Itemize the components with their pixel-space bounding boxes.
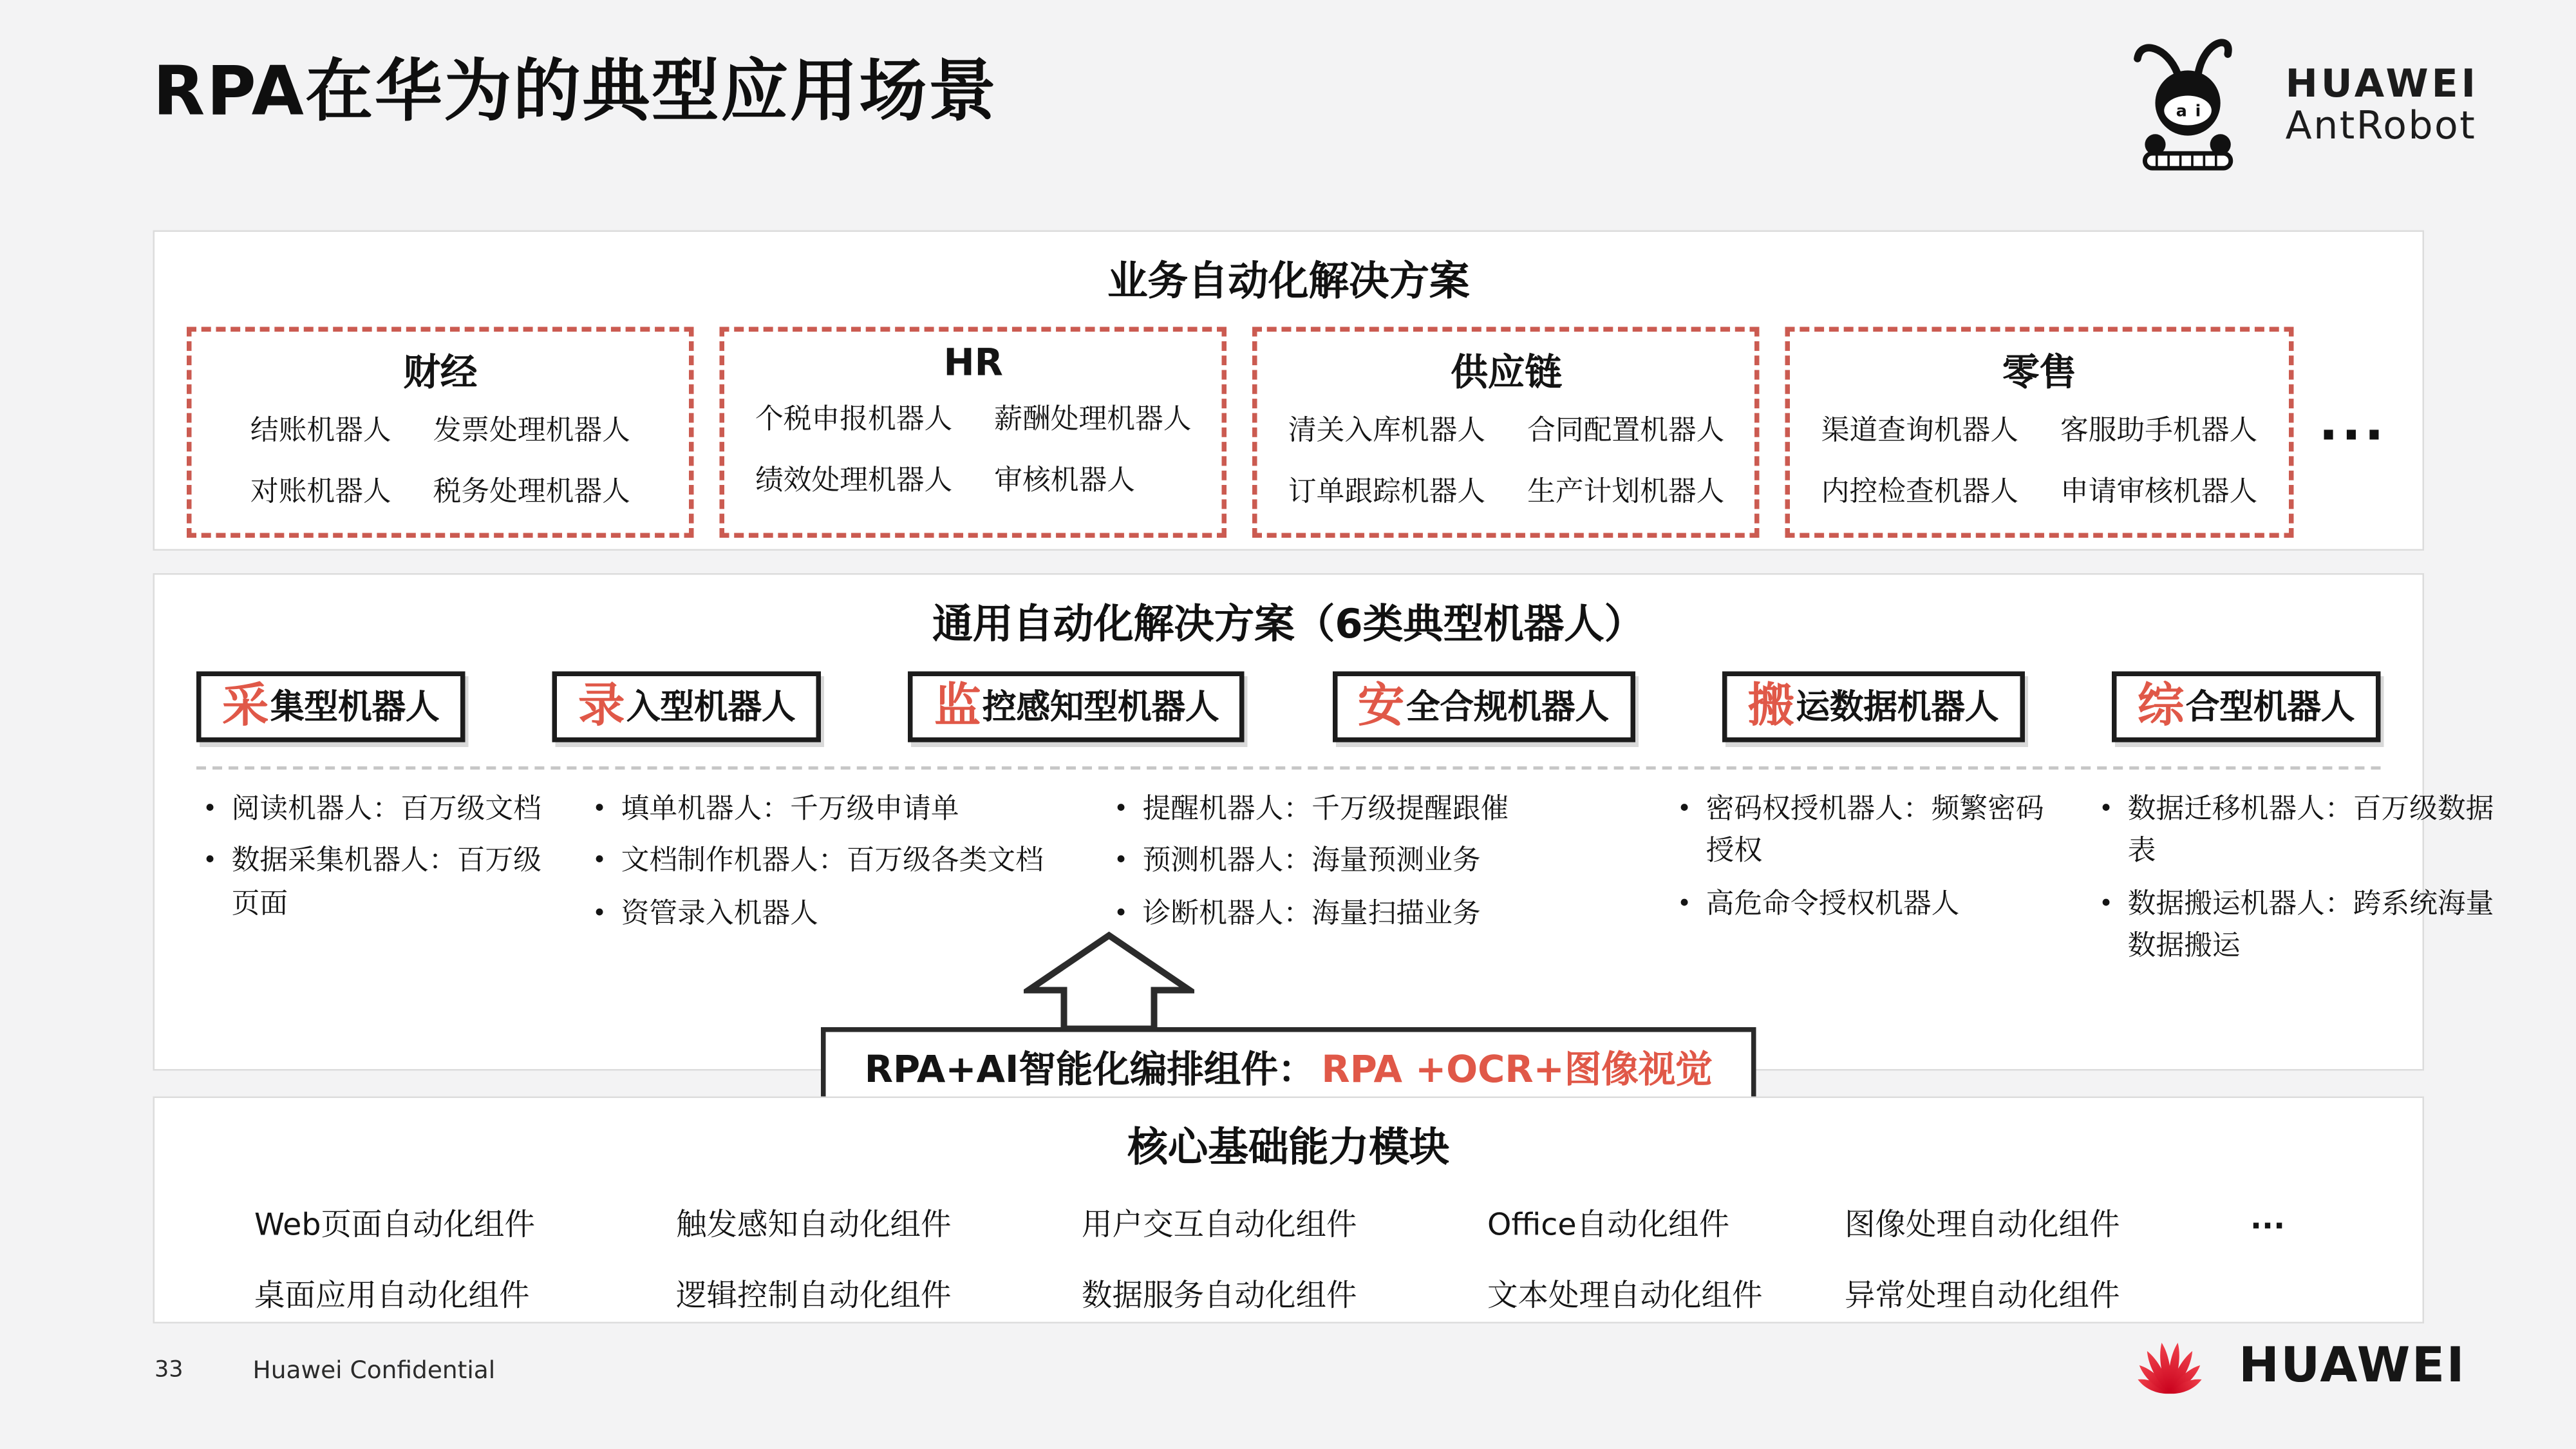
group-item: 个税申报机器人 bbox=[755, 404, 953, 437]
core-item: 触发感知自动化组件 bbox=[676, 1208, 952, 1243]
section-general-automation bbox=[153, 573, 2494, 1092]
section2-title: 通用自动化解决方案（6类典型机器人） bbox=[932, 600, 1645, 647]
bullet-column-monitor: • 提醒机器人：千万级提醒跟催 • 预测机器人：海量预测业务 • 诊断机器人：海量扫描业务 bbox=[1114, 789, 1639, 1024]
group-box-finance bbox=[187, 327, 694, 538]
core-item: Office自动化组件 bbox=[1487, 1208, 1730, 1243]
bullet-item: 文档制作机器人：百万级各类文档 bbox=[621, 846, 1044, 878]
bullet-column-collect: • 阅读机器人：百万级文档 • 数据采集机器人：百万级页面 bbox=[203, 789, 554, 1024]
up-arrow-icon bbox=[1023, 931, 1194, 1040]
core-item: 数据服务自动化组件 bbox=[1082, 1278, 1357, 1314]
core-item: 用户交互自动化组件 bbox=[1082, 1208, 1357, 1243]
type-rest: 合型机器人 bbox=[2185, 687, 2355, 726]
section1-title: 业务自动化解决方案 bbox=[1107, 258, 1470, 305]
bullet-column-move-data: • 数据迁移机器人：百万级数据表 • 数据搬运机器人：跨系统海量数据搬运 bbox=[2099, 789, 2521, 1024]
type-box-security bbox=[1332, 672, 1635, 743]
type-box-collect bbox=[196, 672, 465, 743]
page-title: RPA在华为的典型应用场景 bbox=[153, 52, 998, 131]
group-title: 零售 bbox=[2002, 352, 2076, 395]
footer-confidential: Huawei Confidential bbox=[252, 1356, 496, 1385]
type-highlight: 搬 bbox=[1747, 677, 1794, 732]
bullet-item: 密码权授机器人：频繁密码授权 bbox=[1706, 793, 2044, 869]
core-item: 文本处理自动化组件 bbox=[1487, 1278, 1763, 1314]
group-item: 申请审核机器人 bbox=[2060, 477, 2258, 509]
section-core-capabilities bbox=[153, 1097, 2425, 1324]
bullet-item: 填单机器人：千万级申请单 bbox=[621, 793, 959, 826]
bullet-column-security: • 密码权授机器人：频繁密码授权 • 高危命令授权机器人 bbox=[1677, 789, 2060, 1024]
robot-type-row bbox=[196, 672, 2381, 743]
bullet-item: 数据搬运机器人：跨系统海量数据搬运 bbox=[2127, 887, 2494, 963]
bullet-item: 提醒机器人：千万级提醒跟催 bbox=[1142, 793, 1509, 826]
bullet-item: 数据采集机器人：百万级页面 bbox=[231, 846, 541, 920]
type-highlight: 监 bbox=[934, 677, 981, 732]
group-item: 合同配置机器人 bbox=[1527, 415, 1725, 448]
more-ellipsis: ... bbox=[2250, 1201, 2286, 1236]
core-item: 桌面应用自动化组件 bbox=[254, 1278, 530, 1314]
group-item: 绩效处理机器人 bbox=[755, 465, 953, 498]
group-item: 税务处理机器人 bbox=[433, 477, 630, 509]
bullet-item: 预测机器人：海量预测业务 bbox=[1142, 846, 1481, 878]
huawei-wordmark: HUAWEI bbox=[2239, 1337, 2466, 1394]
type-box-composite bbox=[2112, 672, 2381, 743]
bullet-item: 高危命令授权机器人 bbox=[1706, 887, 1960, 920]
more-ellipsis: ... bbox=[2318, 390, 2387, 452]
footer-page-number: 33 bbox=[155, 1357, 183, 1383]
bullet-item: 数据迁移机器人：百万级数据表 bbox=[2127, 793, 2494, 869]
type-rest: 全合规机器人 bbox=[1406, 687, 1609, 726]
bullet-item: 诊断机器人：海量扫描业务 bbox=[1142, 897, 1481, 930]
type-box-move-data bbox=[1722, 672, 2024, 743]
group-item: 发票处理机器人 bbox=[433, 415, 630, 448]
group-box-hr bbox=[720, 327, 1227, 538]
group-item: 对账机器人 bbox=[250, 477, 391, 509]
core-components-grid bbox=[254, 1201, 2323, 1316]
type-highlight: 采 bbox=[222, 677, 269, 732]
group-item: 清关入库机器人 bbox=[1288, 415, 1486, 448]
type-rest: 入型机器人 bbox=[626, 687, 796, 726]
type-rest: 运数据机器人 bbox=[1796, 687, 1999, 726]
antrobot-logo bbox=[2118, 26, 2479, 187]
section3-title: 核心基础能力模块 bbox=[1127, 1124, 1450, 1171]
business-groups-row bbox=[187, 327, 2391, 538]
banner-value: RPA +OCR+图像视觉 bbox=[1321, 1050, 1713, 1092]
type-box-entry bbox=[552, 672, 822, 743]
group-box-retail bbox=[1786, 327, 2293, 538]
group-box-supply-chain bbox=[1253, 327, 1760, 538]
type-highlight: 综 bbox=[2137, 677, 2185, 732]
antrobot-wordmark bbox=[2285, 61, 2479, 148]
huawei-logo bbox=[2120, 1320, 2466, 1410]
svg-text:i: i bbox=[2195, 101, 2201, 120]
group-item: 内控检查机器人 bbox=[1821, 477, 2018, 509]
group-item: 客服助手机器人 bbox=[2060, 415, 2258, 448]
huawei-flower-icon bbox=[2120, 1320, 2219, 1410]
core-item: 图像处理自动化组件 bbox=[1845, 1208, 2120, 1243]
antrobot-line2: AntRobot bbox=[2285, 103, 2477, 148]
antrobot-icon bbox=[2118, 26, 2266, 187]
type-rest: 控感知型机器人 bbox=[982, 687, 1219, 726]
dashed-divider bbox=[196, 766, 2381, 770]
group-item: 生产计划机器人 bbox=[1527, 477, 1725, 509]
group-title: HR bbox=[943, 343, 1003, 385]
type-highlight: 安 bbox=[1357, 677, 1405, 732]
group-item: 订单跟踪机器人 bbox=[1288, 477, 1486, 509]
group-item: 结账机器人 bbox=[250, 415, 391, 448]
bullet-column-entry: • 填单机器人：千万级申请单 • 文档制作机器人：百万级各类文档 • 资管录入机器人 bbox=[592, 789, 1075, 1024]
group-title: 供应链 bbox=[1451, 352, 1562, 395]
type-rest: 集型机器人 bbox=[270, 687, 440, 726]
core-item: 异常处理自动化组件 bbox=[1845, 1278, 2120, 1314]
robot-detail-columns bbox=[203, 789, 2494, 1024]
antrobot-line1: HUAWEI bbox=[2285, 61, 2479, 107]
bullet-item: 资管录入机器人 bbox=[621, 897, 818, 930]
bullet-item: 阅读机器人：百万级文档 bbox=[231, 793, 541, 826]
section-business-automation bbox=[153, 231, 2425, 551]
core-item: 逻辑控制自动化组件 bbox=[676, 1278, 952, 1314]
group-item: 薪酬处理机器人 bbox=[994, 404, 1192, 437]
group-title: 财经 bbox=[403, 352, 478, 395]
type-box-monitor bbox=[908, 672, 1245, 743]
core-item: Web页面自动化组件 bbox=[254, 1208, 536, 1243]
banner-label: RPA+AI智能化编排组件： bbox=[864, 1050, 1315, 1092]
group-item: 渠道查询机器人 bbox=[1821, 415, 2018, 448]
group-item: 审核机器人 bbox=[994, 465, 1136, 498]
svg-text:a: a bbox=[2176, 101, 2187, 120]
type-highlight: 录 bbox=[578, 677, 625, 732]
